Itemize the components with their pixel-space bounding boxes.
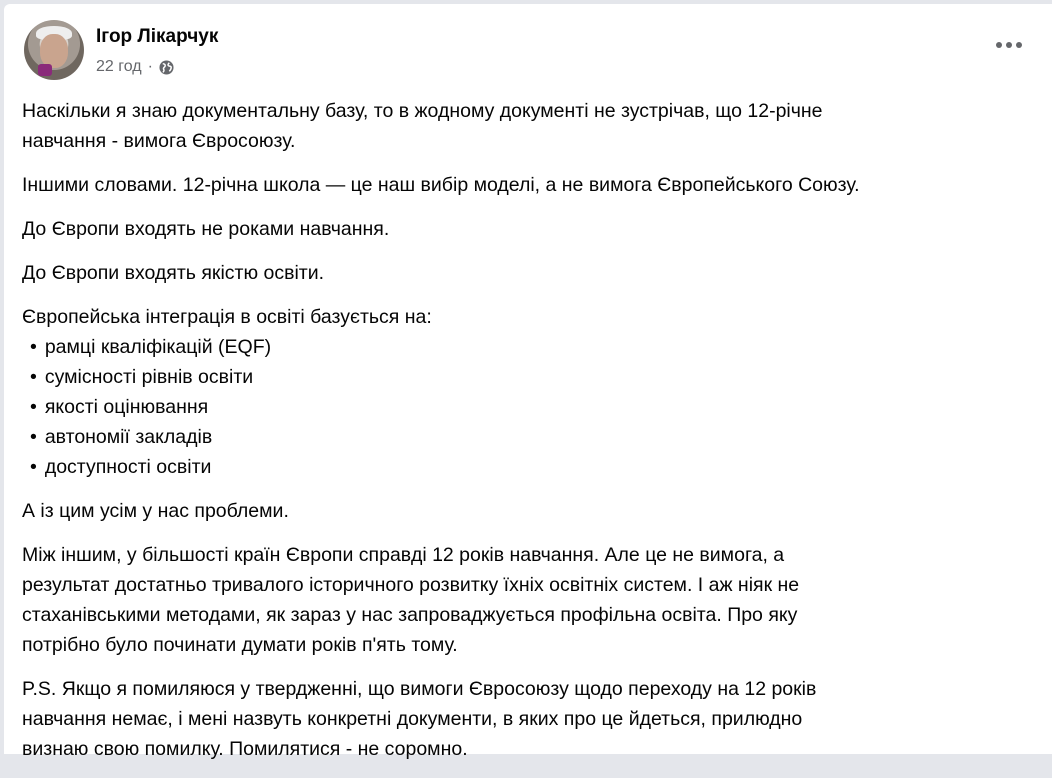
- text-line: результат достатньо тривалого історичного розвитку їхніх освітніх систем. І аж ніяк не: [22, 574, 800, 596]
- text-line: стаханівськими методами, як зараз у нас запроваджується профільна освіта. Про яку: [22, 604, 798, 626]
- paragraph: [22, 258, 1042, 288]
- list-item: • рамці кваліфікацій (EQF): [22, 332, 1042, 362]
- text-line: навчання немає, і мені назвуть конкретні документи, в яких про це йдеться, прилюдно: [22, 708, 803, 730]
- more-options-button[interactable]: [996, 42, 1022, 48]
- text-line: До Європи входять не роками навчання.: [22, 218, 390, 240]
- author-avatar[interactable]: [24, 20, 84, 80]
- post-text: [22, 96, 1042, 778]
- list-item: • автономії закладів: [22, 422, 1042, 452]
- paragraph: [22, 496, 1042, 526]
- post-meta: [96, 58, 174, 76]
- text-line: навчання - вимога Євросоюзу.: [22, 130, 296, 152]
- text-line: потрібно було починати думати років п'ять тому.: [22, 634, 458, 656]
- paragraph: [22, 540, 1042, 660]
- post-card: [4, 4, 1052, 760]
- text-line: Наскільки я знаю документальну базу, то в жодному документі не зустрічав, що 12-річне: [22, 100, 823, 122]
- post-time[interactable]: 22 год: [96, 58, 142, 75]
- list-item: • якості оцінювання: [22, 392, 1042, 422]
- paragraph: [22, 214, 1042, 244]
- list-item: • сумісності рівнів освіти: [22, 362, 1042, 392]
- paragraph: [22, 674, 1042, 764]
- paragraph: [22, 170, 1042, 200]
- globe-icon[interactable]: [159, 60, 174, 75]
- author-name[interactable]: Ігор Лікарчук: [96, 26, 219, 47]
- bullet-list: [22, 332, 1042, 482]
- list-intro: Європейська інтеграція в освіті базується на:: [22, 306, 432, 328]
- list-item: • доступності освіти: [22, 452, 1042, 482]
- separator-dot: ·: [147, 58, 153, 75]
- paragraph: [22, 96, 1042, 156]
- text-line: Іншими словами. 12-річна школа — це наш вибір моделі, а не вимога Європейського Союзу.: [22, 174, 860, 196]
- text-line: Між іншим, у більшості країн Європи справді 12 років навчання. Але це не вимога, а: [22, 544, 785, 566]
- text-line: До Європи входять якістю освіти.: [22, 262, 325, 284]
- list-section: [22, 302, 1042, 482]
- text-line: визнаю свою помилку. Помилятися - не соромно.: [22, 738, 468, 760]
- text-line: P.S. Якщо я помиляюся у твердженні, що вимоги Євросоюзу щодо переходу на 12 років: [22, 678, 817, 700]
- text-line: А із цим усім у нас проблеми.: [22, 500, 289, 522]
